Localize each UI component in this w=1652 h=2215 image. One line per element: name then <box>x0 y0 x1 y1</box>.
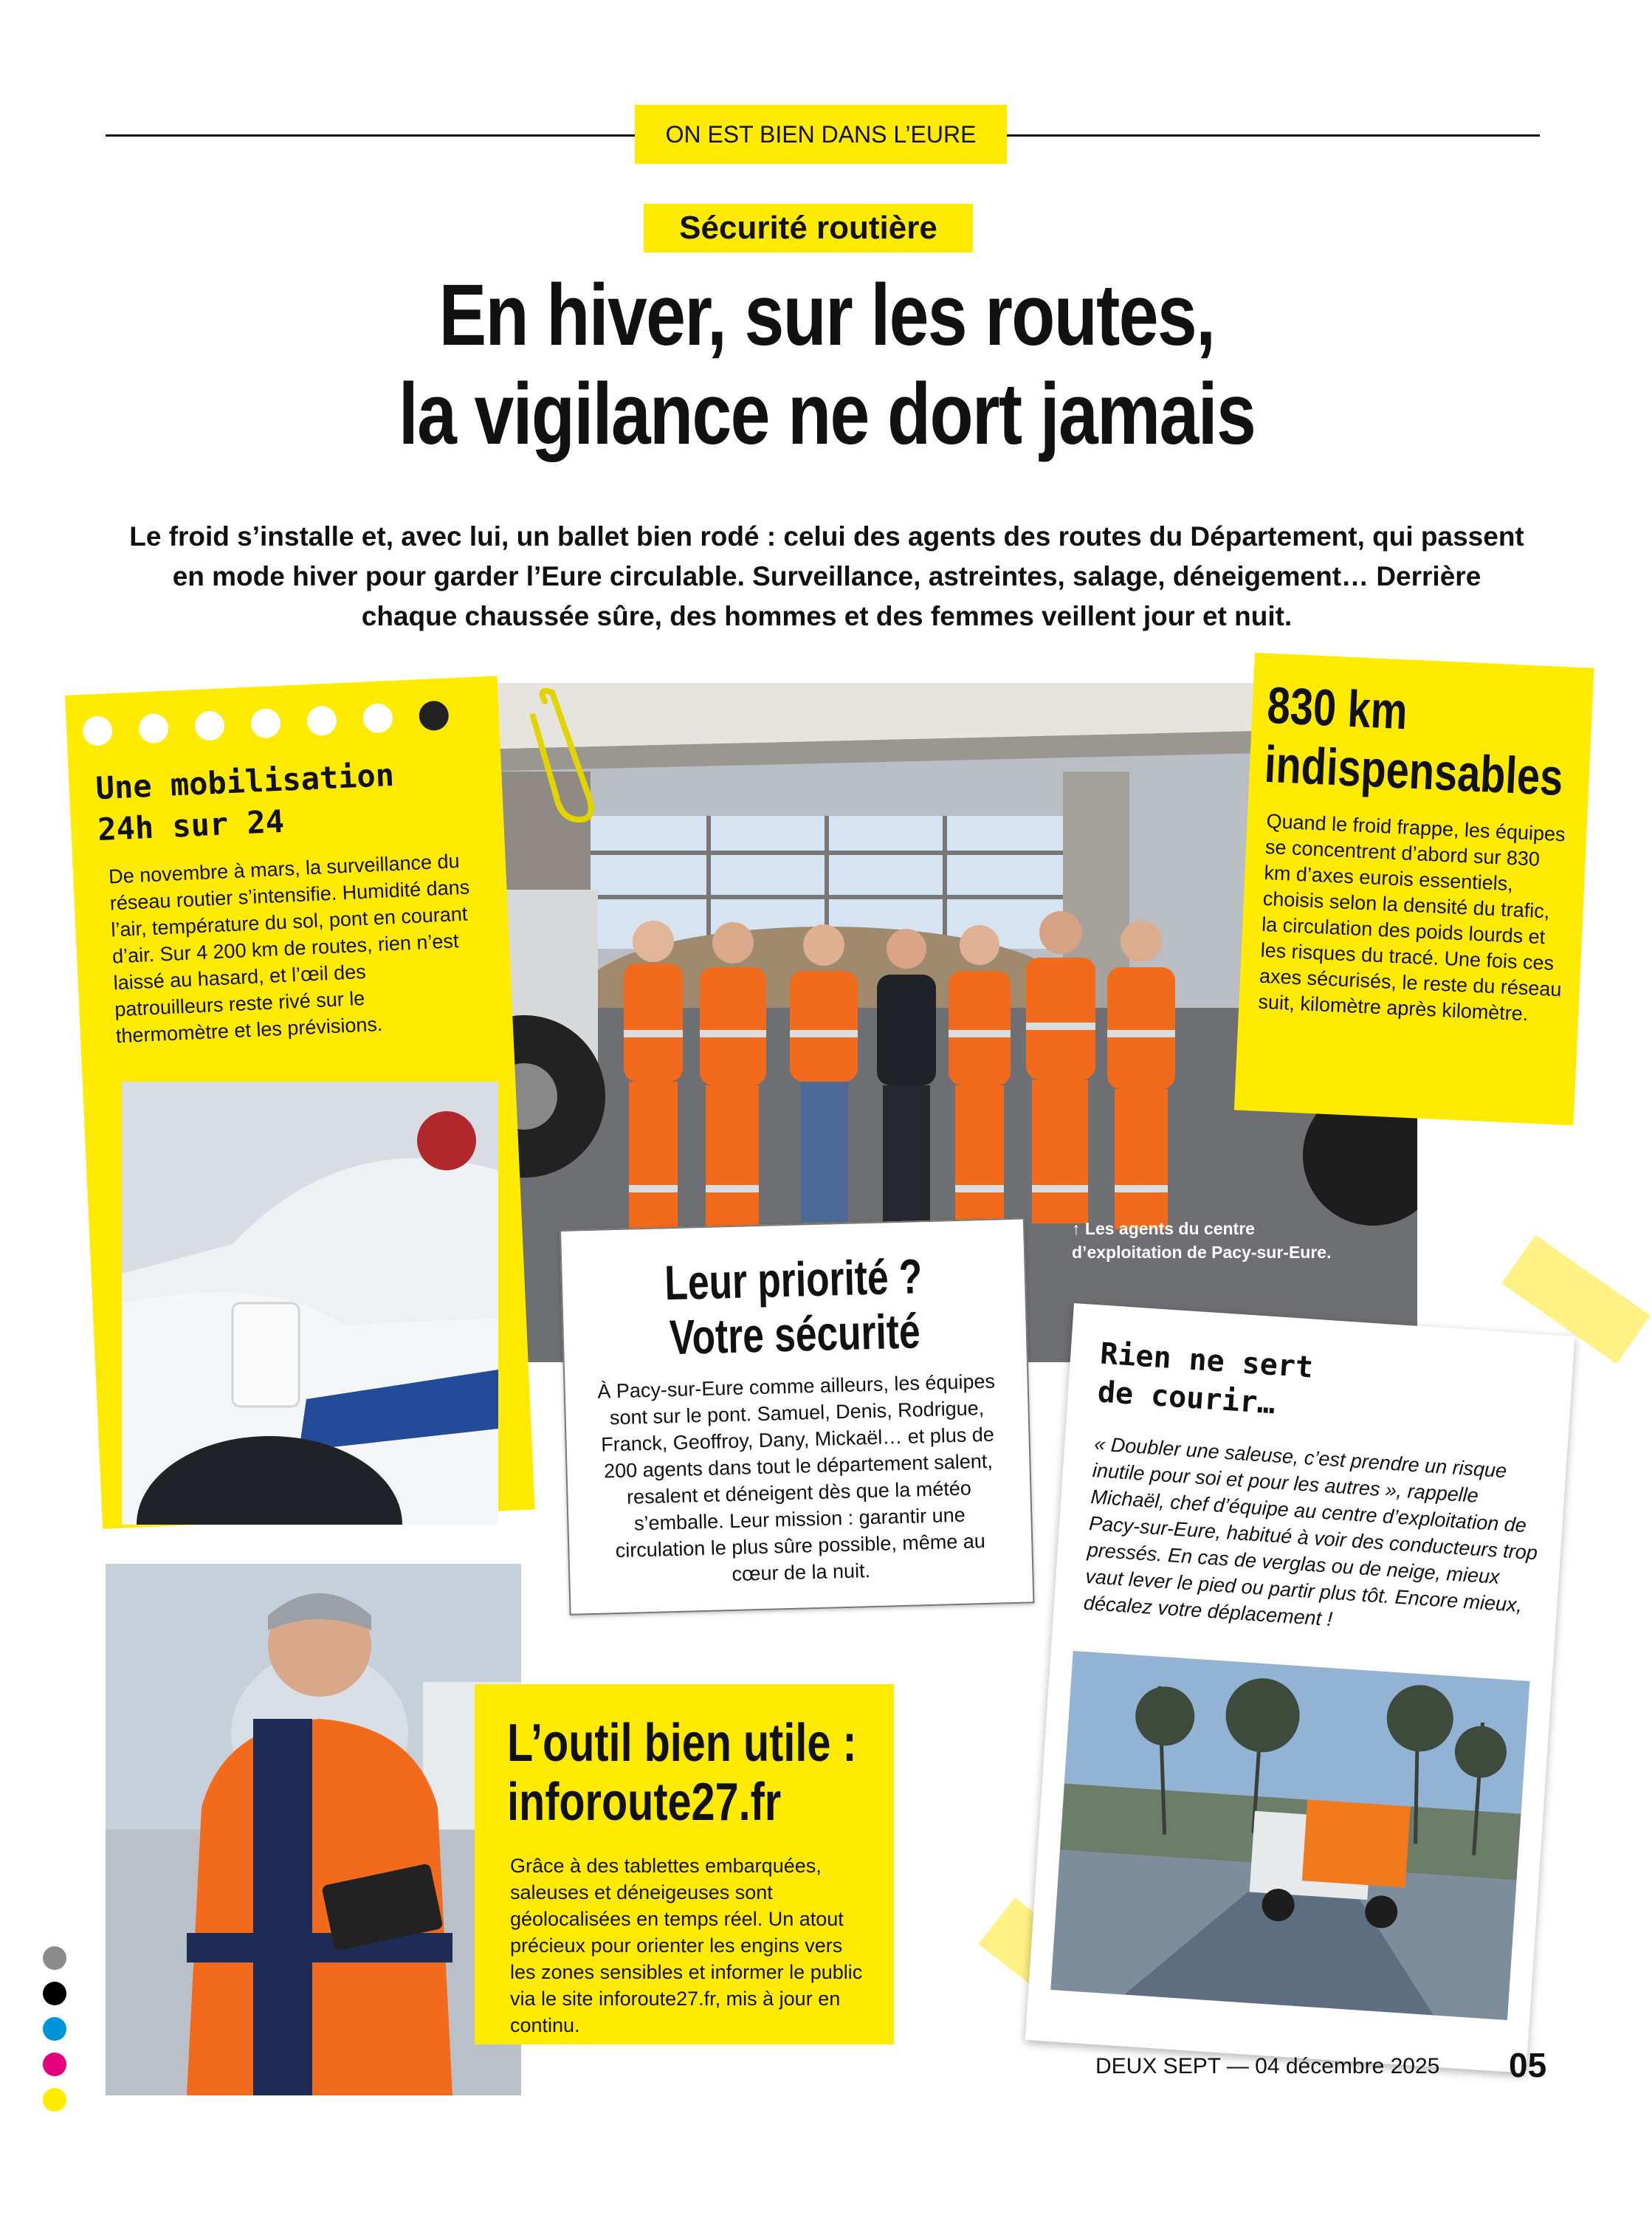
cmyk-dot-cyan <box>43 2017 66 2041</box>
lead-paragraph: Le froid s’installe et, avec lui, un ballet bien rodé : celui des agents des routes du Département, qui passent en mode hiver pour garder l’Eure circulable. Surveillance, astreintes, salage, déneigement… Derrière chaque chaussée sûre, des hommes et des femmes veillent jour et nuit. <box>129 521 1524 631</box>
header-rule-right <box>1007 134 1540 137</box>
agent-tablet-photo <box>106 1564 521 2095</box>
outil-title <box>507 1714 885 1832</box>
outil-title-line-1: L’outil bien utile : <box>507 1714 857 1773</box>
topic-tag: Sécurité routière <box>644 204 973 253</box>
outil-title-line-2: inforoute27.fr <box>507 1773 782 1832</box>
courir-title-line-1: Rien ne sert <box>1099 1336 1315 1385</box>
outil-text: Grâce à des tablettes embarquées, saleuses et déneigeuses sont géolocalisées en temps réel. Un atout précieux pour orienter les engins vers les zones sensibles et informer le public via le site inforoute27.fr, mis à jour en continu. <box>510 1855 863 2036</box>
outil-box <box>475 1684 894 2044</box>
title-line-1: En hiver, sur les routes, <box>438 267 1215 364</box>
hole-decoration <box>419 700 450 731</box>
notebook-holes <box>82 700 449 746</box>
courir-quote: « Doubler une saleuse, c’est prendre un risque inutile pour soi et pour les autres », rappelle Michaël, chef d’équipe au centre d’exploitation de Pacy-sur-Eure, habitué à voir des conducteurs trop pressés. En cas de verglas ou de neige, mieux vaut lever le pied ou partir plus tôt. Encore mieux, décalez votre déplacement ! <box>1083 1432 1538 1631</box>
mobilisation-text: De novembre à mars, la surveillance du réseau routier s’intensifie. Humidité dans l’air, température du sol, pont en courant d’air. Sur 4 200 km de routes, rien n’est laissé au hasard, et l’œil des patrouilleurs reste rivé sur le thermomètre et les prévisions. <box>108 850 470 1048</box>
section-rubric: ON EST BIEN DANS L’EURE <box>635 105 1007 164</box>
axes-box <box>1234 653 1594 1125</box>
hole-decoration <box>306 705 337 736</box>
publication-footer: DEUX SEPT — 04 décembre 2025 <box>1095 2054 1440 2078</box>
axes-text: Quand le froid frappe, les équipes se concentrent d’abord sur 830 km d’axes eurois essentiels, choisis selon la densité du trafic, la circulation des poids lourds et les risques du tracé. Une fois ces axes sécurisés, le reste du réseau suit, kilomètre après kilomètre. <box>1257 809 1566 1026</box>
cmyk-dot-yellow <box>43 2088 66 2112</box>
courir-note <box>1025 1303 1575 2073</box>
hole-decoration <box>362 703 393 734</box>
paperclip-icon <box>523 687 596 827</box>
cmyk-dot-gray <box>43 1946 66 1970</box>
hole-decoration <box>194 710 225 741</box>
hole-decoration <box>250 708 281 739</box>
courir-title <box>1096 1335 1314 1426</box>
mobilisation-title-line-2: 24h sur 24 <box>97 803 286 848</box>
car-photo-illustration <box>122 1082 498 1525</box>
page-title <box>331 266 1324 464</box>
axes-title-line-1: 830 km <box>1266 676 1409 741</box>
saleuse-photo <box>1050 1651 1529 2020</box>
hole-decoration <box>138 713 169 744</box>
priorite-title <box>613 1247 976 1366</box>
axes-title-line-2: indispensables <box>1263 735 1565 807</box>
priorite-title-line-1: Leur priorité ? <box>664 1249 923 1311</box>
courir-title-line-2: de courir… <box>1096 1375 1276 1421</box>
cmyk-dot-black <box>43 1982 66 2005</box>
priorite-text: À Pacy-sur-Eure comme ailleurs, les équipes sont sur le pont. Samuel, Denis, Rodrigue, Franck, Geoffroy, Dany, Mickaël… et plus de 200 agents dans tout le département salent, resalent et déneigent dès que la météo s’emballe. Leur mission : garantir une circulation le plus sûre possible, même au cœur de la nuit. <box>596 1370 996 1586</box>
car-photo <box>122 1082 498 1525</box>
agent-tablet-illustration <box>106 1564 521 2095</box>
header-rule-left <box>106 134 635 137</box>
photo-caption <box>1072 1217 1397 1264</box>
axes-title <box>1263 676 1599 808</box>
saleuse-photo-illustration <box>1050 1651 1529 2020</box>
mobilisation-title-line-1: Une mobilisation <box>94 756 396 807</box>
page-number: 05 <box>1509 2046 1547 2084</box>
title-line-2: la vigilance ne dort jamais <box>398 365 1256 463</box>
caption-line-2: d’exploitation de Pacy-sur-Eure. <box>1072 1243 1332 1262</box>
hole-decoration <box>82 715 113 746</box>
priorite-box <box>560 1218 1034 1615</box>
cmyk-dot-magenta <box>43 2053 66 2076</box>
priorite-title-line-2: Votre sécurité <box>669 1303 921 1365</box>
up-arrow-icon: ↑ <box>1072 1219 1081 1238</box>
mobilisation-title <box>94 755 396 851</box>
caption-line-1: Les agents du centre <box>1084 1219 1255 1238</box>
